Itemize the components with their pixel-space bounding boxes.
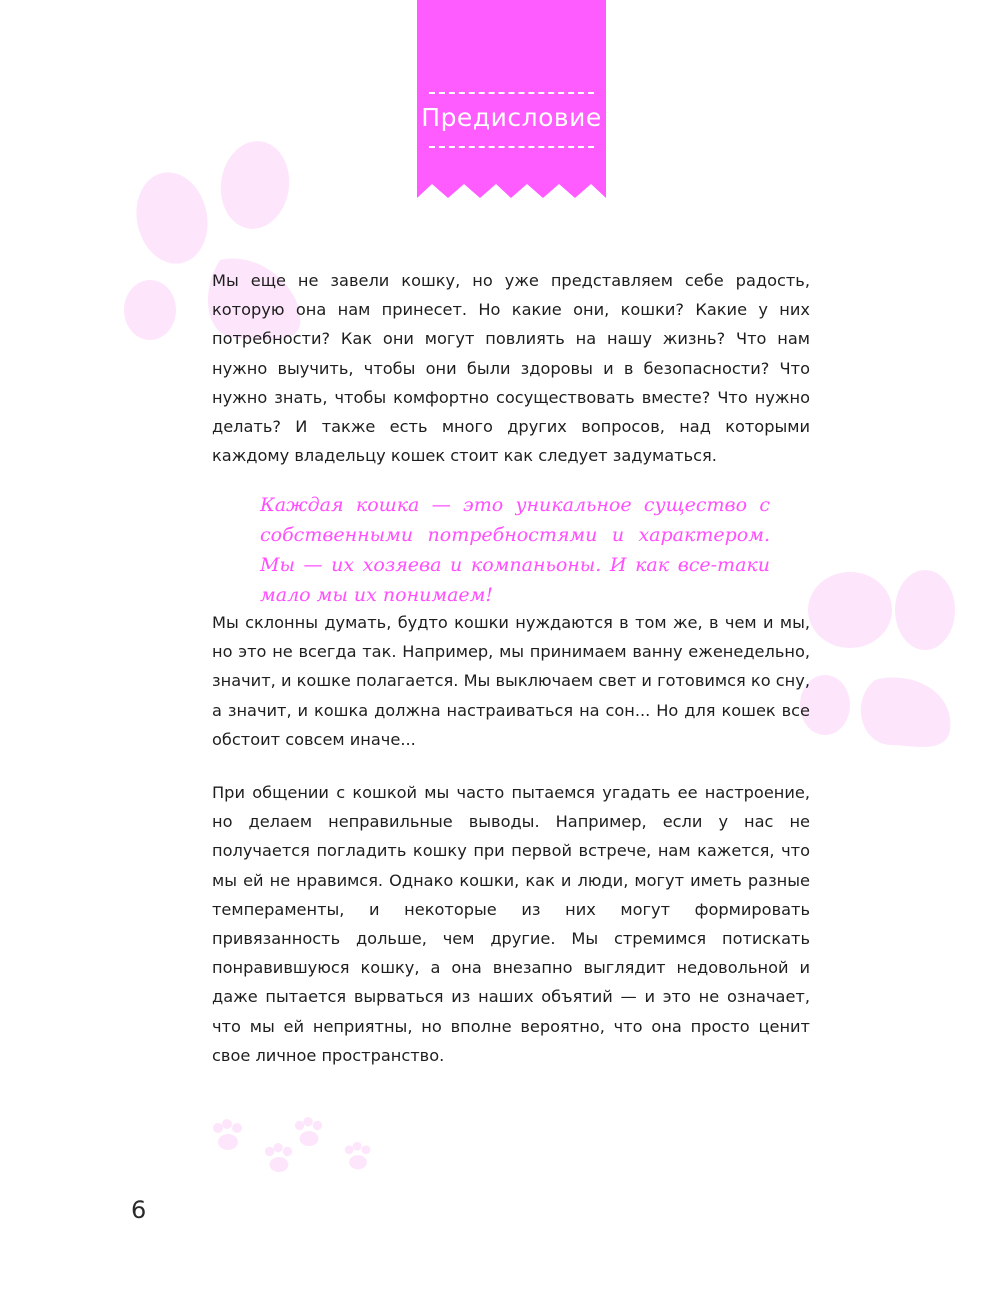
page-number: 6 xyxy=(131,1196,147,1224)
paw-print-icon xyxy=(342,1140,374,1172)
ribbon-dashed-line xyxy=(429,92,594,94)
paw-print-icon xyxy=(292,1116,326,1148)
ribbon-dashed-line xyxy=(429,146,594,148)
pull-quote: Каждая кошка — это уникальное существо с собственными потребностями и характером. Мы — их хозяева и компаньоны. И как все-таки мало мы их понимаем! xyxy=(260,494,770,606)
ribbon-banner xyxy=(417,0,606,198)
paw-print-icon xyxy=(210,1118,246,1152)
paw-print-icon xyxy=(790,560,960,760)
paragraph-intro: Мы еще не завели кошку, но уже представляем себе радость, которую она нам принесет. Но какие они, кошки? Какие у них потребности? Как они могут повлиять на нашу жизнь? Что нам нужно выучить, чтобы они были здоровы и в безопасности? Что нужно знать, чтобы комфортно сосуществовать вместе? Что нужно делать? И также есть много других вопросов, над которыми каждому владельцу кошек стоит как следует задуматься. xyxy=(212,271,810,466)
paragraph-needs: Мы склонны думать, будто кошки нуждаются в том же, в чем и мы, но это не всегда так. Например, мы принимаем ванну еженедельно, значит, и кошке полагается. Мы выключаем свет и готовимся ко сну, а значит, и кошка должна настраиваться на сон... Но для кошек все обстоит совсем иначе... xyxy=(212,613,810,749)
chapter-ribbon xyxy=(417,0,606,198)
paw-print-icon xyxy=(262,1142,296,1174)
paragraph-communication: При общении с кошкой мы часто пытаемся угадать ее настроение, но делаем неправильные выводы. Например, если у нас не получается погладить кошку при первой встрече, нам кажется, что мы ей не нравимся. Однако кошки, как и люди, могут иметь разные темпераменты, и некоторые из них могут формировать привязанность дольше, чем другие. Мы стремимся потискать понравившуюся кошку, а она внезапно выглядит недовольной и даже пытается вырваться из наших объятий — и это не означает, что мы ей неприятны, но вполне вероятно, что она просто ценит свое личное пространство. xyxy=(212,783,810,1065)
chapter-title: Предисловие xyxy=(421,103,602,132)
